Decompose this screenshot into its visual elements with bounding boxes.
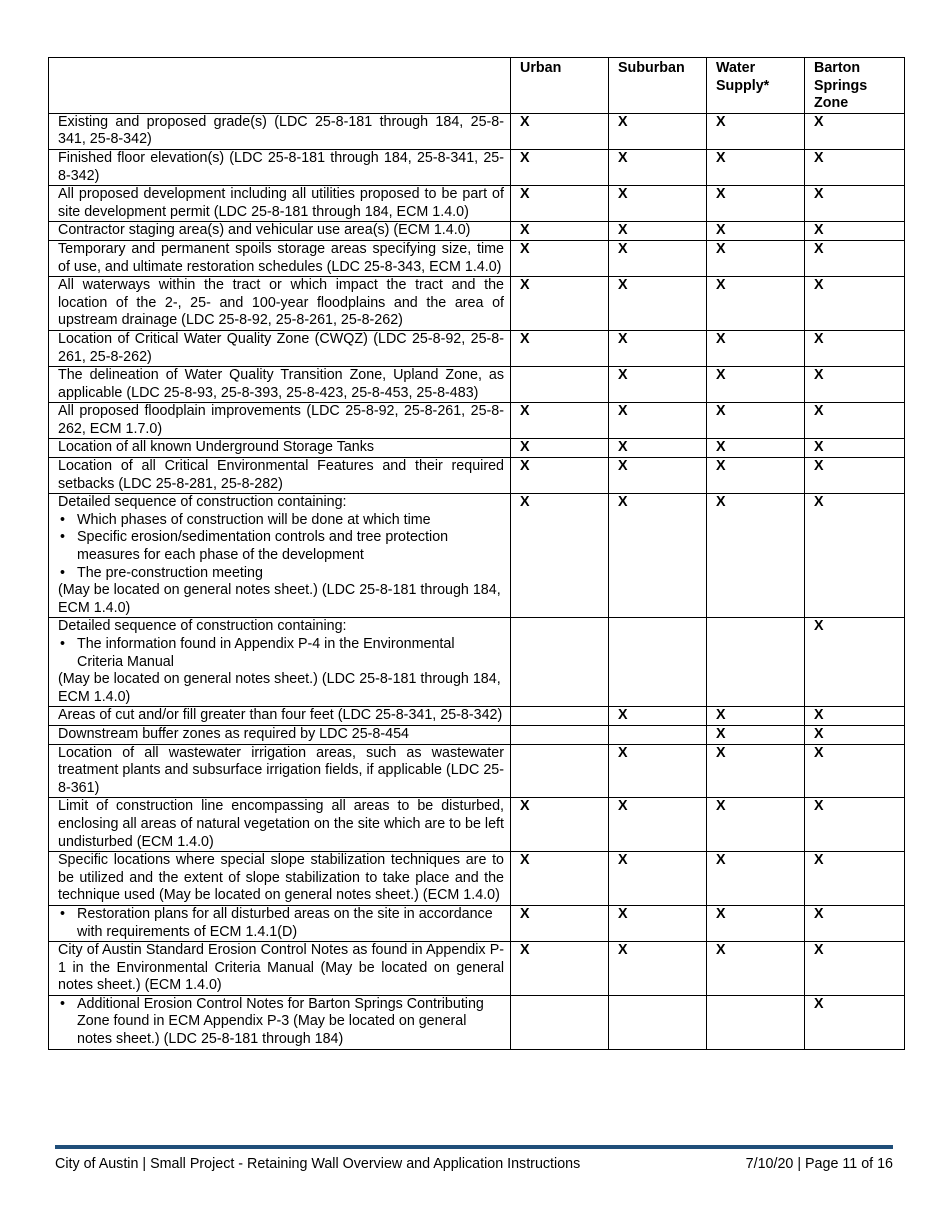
mark-suburban: X xyxy=(609,942,707,996)
footer-title: City of Austin | Small Project - Retaining Wall Overview and Application Instructions xyxy=(55,1156,581,1172)
mark-barton-springs: X xyxy=(805,330,905,366)
header-water-supply: Water Supply* xyxy=(707,58,805,114)
table-row xyxy=(49,905,905,941)
mark-water-supply: X xyxy=(707,905,805,941)
table-row xyxy=(49,618,905,707)
requirement-text xyxy=(49,222,511,241)
mark-suburban: X xyxy=(609,367,707,403)
requirement-line: Detailed sequence of construction containing: xyxy=(58,618,347,635)
header-description xyxy=(49,58,511,114)
requirement-line: Temporary and permanent spoils storage areas specifying size, time of use, and ultimate restoration schedules (LDC 25-8-343, ECM 1.4.0) xyxy=(58,240,504,275)
mark-water-supply: X xyxy=(707,222,805,241)
mark-suburban: X xyxy=(609,186,707,222)
header-suburban: Suburban xyxy=(609,58,707,114)
mark-water-supply: X xyxy=(707,852,805,906)
mark-water-supply: X xyxy=(707,458,805,494)
mark-suburban: X xyxy=(609,905,707,941)
requirement-line: Specific locations where special slope stabilization techniques are to be utilized and the extent of slope stabilization to take place and the technique used (May be located on general notes sheet.) (ECM 1.4.0) xyxy=(58,852,504,904)
mark-urban xyxy=(511,367,609,403)
mark-suburban: X xyxy=(609,240,707,276)
mark-suburban: X xyxy=(609,744,707,798)
requirement-line: Location of all wastewater irrigation areas, such as wastewater treatment plants and subsurface irrigation fields, if applicable (LDC 25-8-361) xyxy=(58,744,504,796)
requirement-text xyxy=(49,367,511,403)
table-row xyxy=(49,367,905,403)
mark-urban: X xyxy=(511,798,609,852)
mark-suburban: X xyxy=(609,403,707,439)
mark-urban: X xyxy=(511,113,609,149)
mark-water-supply xyxy=(707,618,805,707)
mark-suburban: X xyxy=(609,222,707,241)
requirement-line: Existing and proposed grade(s) (LDC 25-8-181 through 184, 25-8-341, 25-8-342) xyxy=(58,113,504,148)
mark-urban xyxy=(511,725,609,744)
mark-urban: X xyxy=(511,330,609,366)
table-row xyxy=(49,403,905,439)
mark-barton-springs: X xyxy=(805,942,905,996)
requirement-line: Areas of cut and/or fill greater than four feet (LDC 25-8-341, 25-8-342) xyxy=(58,707,503,724)
mark-suburban xyxy=(609,725,707,744)
table-row xyxy=(49,744,905,798)
table-header-row xyxy=(49,58,905,114)
requirement-line: Downstream buffer zones as required by LDC 25-8-454 xyxy=(58,725,409,742)
table-row xyxy=(49,852,905,906)
requirement-text xyxy=(49,149,511,185)
table-row xyxy=(49,149,905,185)
mark-barton-springs: X xyxy=(805,240,905,276)
requirement-line: Limit of construction line encompassing all areas to be disturbed, enclosing all areas of natural vegetation on the site which are to be left undisturbed (ECM 1.4.0) xyxy=(58,798,504,850)
requirement-line: City of Austin Standard Erosion Control Notes as found in Appendix P-1 in the Environmental Criteria Manual (May be located on general notes sheet.) (ECM 1.4.0) xyxy=(58,942,504,994)
requirement-text xyxy=(49,113,511,149)
mark-barton-springs: X xyxy=(805,494,905,618)
mark-water-supply: X xyxy=(707,330,805,366)
table-row xyxy=(49,942,905,996)
requirement-text xyxy=(49,458,511,494)
requirements-table xyxy=(48,57,905,1050)
header-barton-springs-zone: Barton Springs Zone xyxy=(805,58,905,114)
bullet-item: • Specific erosion/sedimentation controls and tree protection measures for each phase of the development xyxy=(58,529,504,564)
mark-water-supply: X xyxy=(707,439,805,458)
mark-barton-springs: X xyxy=(805,852,905,906)
mark-urban: X xyxy=(511,852,609,906)
requirement-line: (May be located on general notes sheet.) (LDC 25-8-181 through 184, ECM 1.4.0) xyxy=(58,671,501,705)
mark-urban: X xyxy=(511,439,609,458)
requirement-text xyxy=(49,852,511,906)
mark-water-supply: X xyxy=(707,367,805,403)
requirement-line: Location of Critical Water Quality Zone (CWQZ) (LDC 25-8-92, 25-8-261, 25-8-262) xyxy=(58,330,504,365)
mark-suburban: X xyxy=(609,852,707,906)
requirement-line: The delineation of Water Quality Transition Zone, Upland Zone, as applicable (LDC 25-8-93, 25-8-393, 25-8-423, 25-8-453, 25-8-483) xyxy=(58,367,504,401)
requirement-text xyxy=(49,186,511,222)
mark-water-supply: X xyxy=(707,240,805,276)
mark-urban: X xyxy=(511,942,609,996)
mark-suburban: X xyxy=(609,149,707,185)
requirement-line: Location of all Critical Environmental Features and their required setbacks (LDC 25-8-281, 25-8-282) xyxy=(58,458,504,492)
mark-water-supply: X xyxy=(707,744,805,798)
mark-suburban: X xyxy=(609,707,707,726)
mark-urban: X xyxy=(511,403,609,439)
table-row xyxy=(49,330,905,366)
mark-water-supply: X xyxy=(707,707,805,726)
table-row xyxy=(49,222,905,241)
requirement-text xyxy=(49,240,511,276)
mark-water-supply xyxy=(707,995,805,1049)
table-row xyxy=(49,458,905,494)
table-row xyxy=(49,186,905,222)
requirement-text xyxy=(49,494,511,618)
requirement-text xyxy=(49,403,511,439)
requirement-text xyxy=(49,995,511,1049)
bullet-item: • The pre-construction meeting xyxy=(58,565,504,583)
requirement-line: Contractor staging area(s) and vehicular use area(s) (ECM 1.4.0) xyxy=(58,222,471,239)
mark-urban: X xyxy=(511,186,609,222)
mark-barton-springs: X xyxy=(805,707,905,726)
mark-barton-springs: X xyxy=(805,905,905,941)
requirement-text xyxy=(49,277,511,331)
mark-barton-springs: X xyxy=(805,995,905,1049)
table-row xyxy=(49,240,905,276)
requirement-line: All proposed floodplain improvements (LDC 25-8-92, 25-8-261, 25-8-262, ECM 1.7.0) xyxy=(58,403,504,437)
mark-urban: X xyxy=(511,222,609,241)
mark-urban: X xyxy=(511,494,609,618)
requirement-text xyxy=(49,942,511,996)
mark-barton-springs: X xyxy=(805,277,905,331)
mark-urban xyxy=(511,995,609,1049)
mark-urban: X xyxy=(511,240,609,276)
table-row xyxy=(49,707,905,726)
mark-barton-springs: X xyxy=(805,439,905,458)
requirement-text xyxy=(49,744,511,798)
bullet-item: • Restoration plans for all disturbed areas on the site in accordance with requirements of ECM 1.4.1(D) xyxy=(58,906,504,941)
bullet-item: • Additional Erosion Control Notes for Barton Springs Contributing Zone found in ECM Appendix P-3 (May be located on general notes sheet.) (LDC 25-8-181 through 184) xyxy=(58,996,504,1049)
mark-water-supply: X xyxy=(707,725,805,744)
requirement-line: Detailed sequence of construction containing: xyxy=(58,494,347,511)
mark-suburban: X xyxy=(609,277,707,331)
requirement-text xyxy=(49,330,511,366)
table-row xyxy=(49,725,905,744)
mark-barton-springs: X xyxy=(805,149,905,185)
header-urban: Urban xyxy=(511,58,609,114)
requirement-text xyxy=(49,905,511,941)
mark-barton-springs: X xyxy=(805,618,905,707)
table-row xyxy=(49,798,905,852)
mark-suburban: X xyxy=(609,458,707,494)
mark-barton-springs: X xyxy=(805,367,905,403)
footer-rule xyxy=(55,1145,893,1149)
mark-suburban: X xyxy=(609,439,707,458)
mark-barton-springs: X xyxy=(805,798,905,852)
mark-barton-springs: X xyxy=(805,222,905,241)
table-row xyxy=(49,439,905,458)
mark-urban xyxy=(511,707,609,726)
mark-water-supply: X xyxy=(707,494,805,618)
requirement-line: All waterways within the tract or which impact the tract and the location of the 2-, 25- and 100-year floodplains and the area of upstream drainage (LDC 25-8-92, 25-8-261, 25-8-262) xyxy=(58,277,504,329)
requirement-text xyxy=(49,618,511,707)
mark-suburban xyxy=(609,995,707,1049)
mark-water-supply: X xyxy=(707,149,805,185)
mark-urban: X xyxy=(511,458,609,494)
requirement-text xyxy=(49,725,511,744)
mark-suburban xyxy=(609,618,707,707)
mark-suburban: X xyxy=(609,798,707,852)
requirement-text xyxy=(49,707,511,726)
requirement-line: (May be located on general notes sheet.) (LDC 25-8-181 through 184, ECM 1.4.0) xyxy=(58,582,501,616)
mark-urban: X xyxy=(511,277,609,331)
requirement-line: Finished floor elevation(s) (LDC 25-8-181 through 184, 25-8-341, 25-8-342) xyxy=(58,149,504,184)
mark-urban: X xyxy=(511,149,609,185)
mark-suburban: X xyxy=(609,113,707,149)
mark-barton-springs: X xyxy=(805,458,905,494)
footer-page-info: 7/10/20 | Page 11 of 16 xyxy=(745,1156,893,1172)
mark-barton-springs: X xyxy=(805,113,905,149)
mark-water-supply: X xyxy=(707,113,805,149)
table-row xyxy=(49,113,905,149)
mark-water-supply: X xyxy=(707,798,805,852)
mark-barton-springs: X xyxy=(805,186,905,222)
table-row xyxy=(49,995,905,1049)
table-row xyxy=(49,277,905,331)
mark-water-supply: X xyxy=(707,186,805,222)
requirement-text xyxy=(49,798,511,852)
table-row xyxy=(49,494,905,618)
requirement-text xyxy=(49,439,511,458)
bullet-item: • The information found in Appendix P-4 in the Environmental Criteria Manual xyxy=(58,636,504,671)
mark-suburban: X xyxy=(609,494,707,618)
mark-suburban: X xyxy=(609,330,707,366)
mark-barton-springs: X xyxy=(805,744,905,798)
mark-water-supply: X xyxy=(707,277,805,331)
requirement-line: All proposed development including all utilities proposed to be part of site development permit (LDC 25-8-181 through 184, ECM 1.4.0) xyxy=(58,186,504,220)
requirement-line: Location of all known Underground Storage Tanks xyxy=(58,439,375,456)
mark-water-supply: X xyxy=(707,403,805,439)
bullet-item: • Which phases of construction will be done at which time xyxy=(58,512,504,530)
mark-water-supply: X xyxy=(707,942,805,996)
mark-barton-springs: X xyxy=(805,403,905,439)
mark-urban xyxy=(511,744,609,798)
mark-urban: X xyxy=(511,905,609,941)
mark-barton-springs: X xyxy=(805,725,905,744)
mark-urban xyxy=(511,618,609,707)
